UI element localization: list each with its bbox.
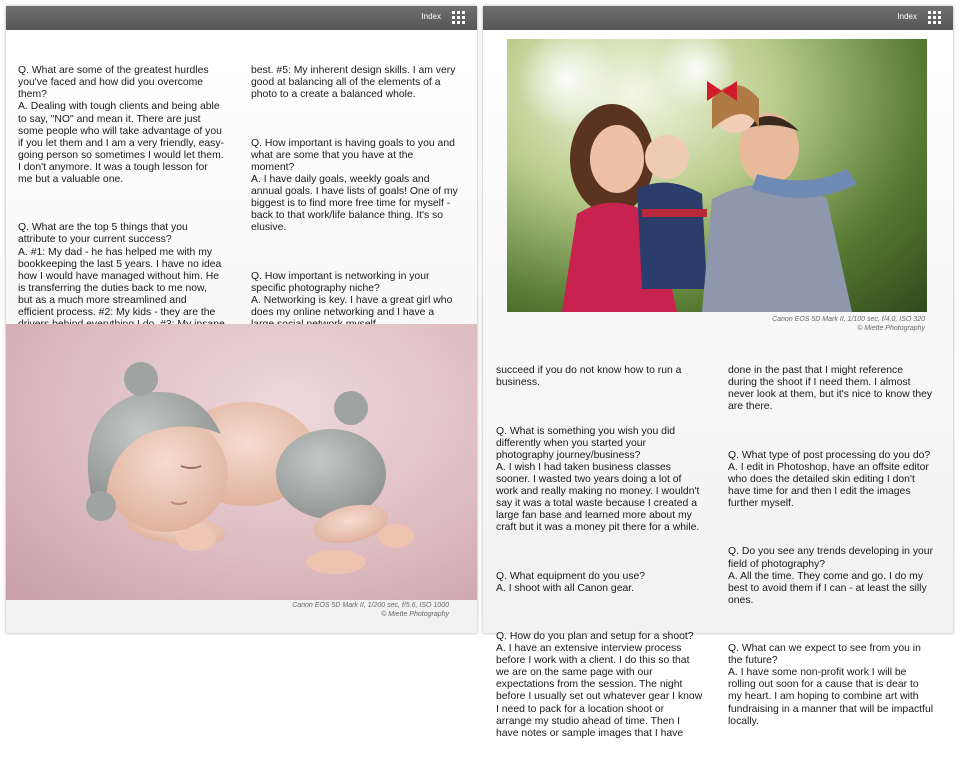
paragraph: Q. Do you see any trends developing in your field of photography? A. All the time. They come and go. I do my best to avoid them if I can - at least the silly ones.	[728, 546, 934, 606]
index-label[interactable]: Index	[897, 12, 917, 21]
paragraph: Q. How do you plan and setup for a shoot? A. I have an extensive interview process before I work with a client. I do this so that we are on the same page with our expectations from the session. The night before I usually set out whatever gear I know I need to pack for a location shoot or arrange my studio ahead of time. Then I have notes or sample images that I have	[496, 630, 703, 739]
grid-icon[interactable]	[928, 11, 941, 24]
paragraph: Q. What is something you wish you did differently when you started your photography journey/business? A. I wish I had taken business classes sooner. I wasted two years doing a lot of work and really making no money. I wouldn't say it was a total waste because I created a large fan base and learned more about my craft but it was a money pit there for a while.	[496, 425, 700, 534]
paragraph: succeed if you do not know how to run a business.	[496, 365, 682, 389]
paragraph: Q. What type of post processing do you do? A. I edit in Photoshop, have an offsite editor who does the detailed skin editing I don't have time for and then I edit the images further myself.	[728, 449, 931, 510]
photo-caption	[772, 315, 925, 333]
text-column-right-2	[728, 341, 950, 764]
right-page	[483, 6, 953, 739]
paragraph: Q. What are some of the greatest hurdles you've faced and how did you overcome them? A. Dealing with tough clients and being able to say, "NO" and mean it. There are just some people who will take advantage of you if you let them and I am a very friendly, easy- going person so sometimes I would let them. I don't anymore. It was a tough lesson for me but a valuable one.	[18, 65, 224, 186]
paragraph: done in the past that I might reference during the shoot if I need them. I almost never look at them, but it's nice to know they are there.	[728, 365, 933, 413]
newborn-photo	[6, 324, 477, 600]
paragraph: Q. What are the top 5 things that you attribute to your current success? A. #1: My dad - he has helped me with my bookkeeping the last 5 years. I have no idea how I would have managed without him. He is transferring the duties back to me now, but as a much more streamlined and efficient process. #2: My kids - they are the	[18, 222, 222, 318]
photo-credit: © Miette Photography	[857, 325, 925, 332]
text-column-right-1	[496, 341, 718, 776]
paragraph: Q. What can we expect to see from you in the future? A. I have some non-profit work I will be rolling out soon for a cause that is dear to my heart. I am hoping to combine art with fundraising in a manner that will be impactful locally.	[728, 643, 934, 727]
photo-caption	[292, 601, 449, 619]
index-label[interactable]: Index	[421, 12, 441, 21]
camera-info: Canon EOS 5D Mark II, 1/100 sec, f/4.0, ISO 320	[772, 316, 925, 323]
paragraph: best. #5: My inherent design skills. I am very good at balancing all of the elements of a photo to a create a balanced whole.	[251, 65, 456, 101]
top-bar	[483, 6, 953, 30]
photo-credit: © Miette Photography	[381, 611, 449, 618]
top-bar	[6, 6, 477, 30]
grid-icon[interactable]	[452, 11, 465, 24]
family-photo	[507, 39, 927, 312]
left-page	[6, 6, 477, 633]
paragraph: Q. How important is having goals to you and what are some that you have at the moment? A. I have daily goals, weekly goals and annual goals. I have lists of goals! One of my biggest is to find more free time for myself - back to that work/life balance thing. It's so elusive.	[251, 137, 458, 234]
paragraph: Q. What equipment do you use? A. I shoot with all Canon gear.	[496, 570, 646, 594]
camera-info: Canon EOS 5D Mark II, 1/200 sec, f/5.6, ISO 1000	[292, 602, 449, 609]
paragraph: Q. How important is networking in your specific photography niche? A. Networking is key. I have a great girl who does my online networking and I have a	[251, 270, 453, 318]
